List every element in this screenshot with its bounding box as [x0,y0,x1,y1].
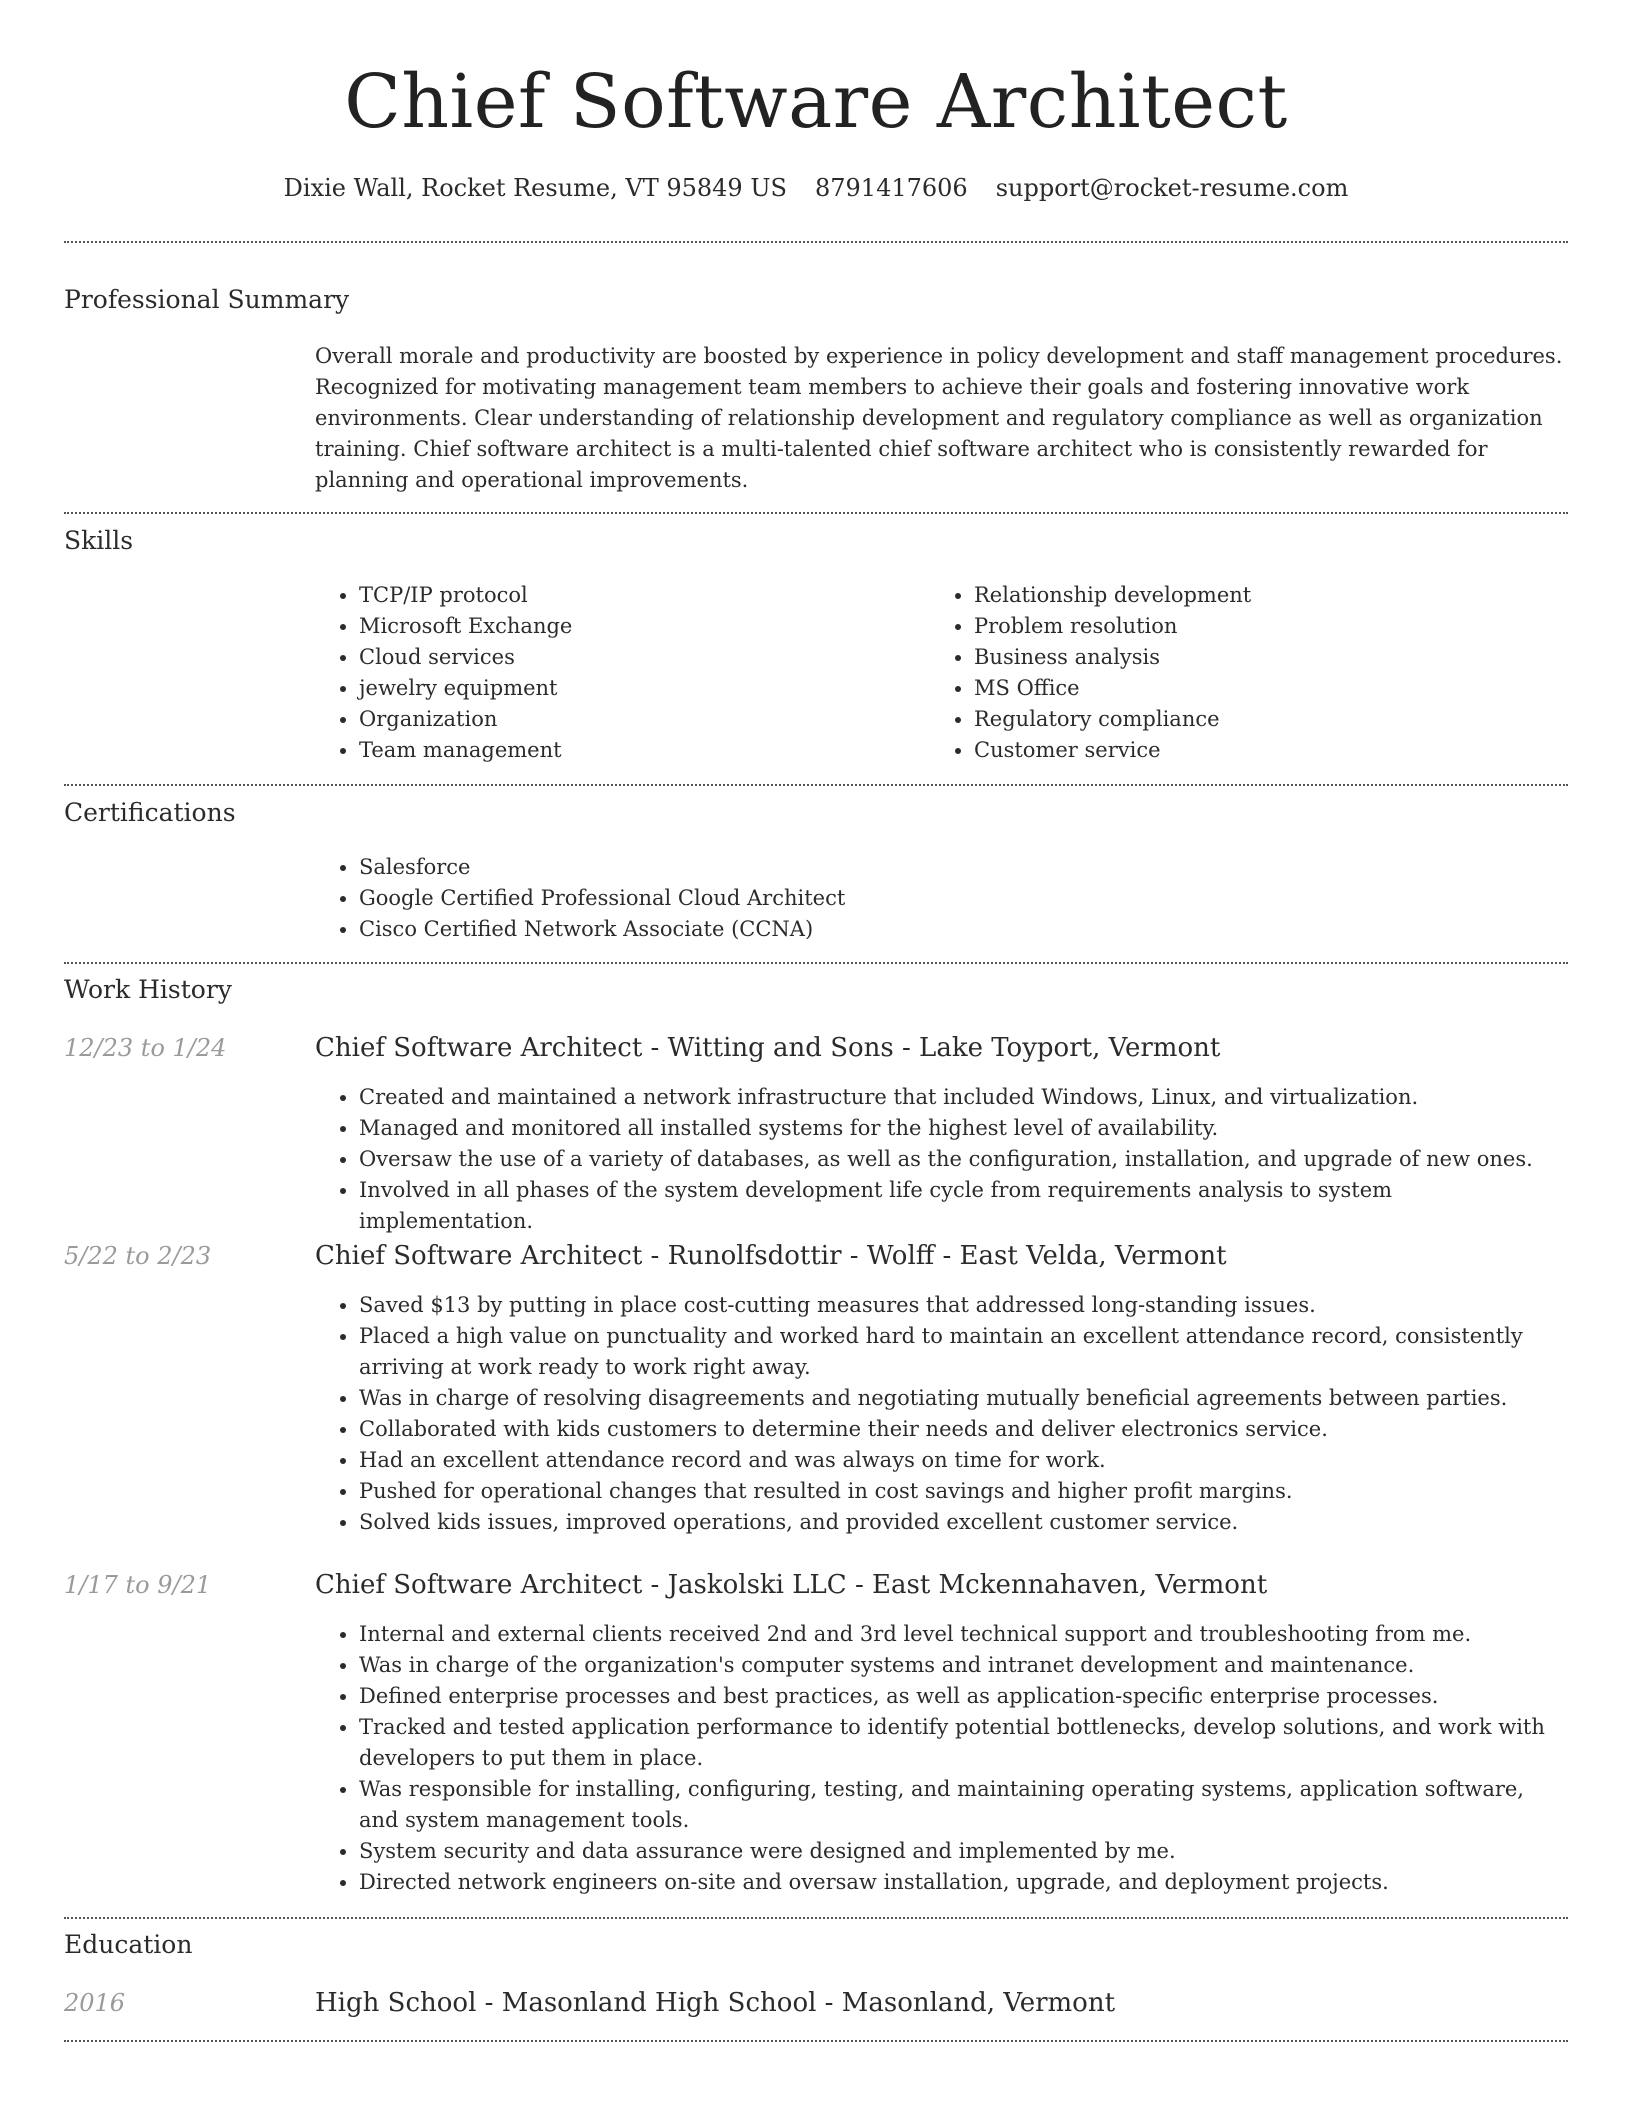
job-bullet: • Tracked and tested application performance to identify potential bottlenecks, develop solutions, and work with developers to put them in place. [359,1712,1568,1774]
job-bullet: • Created and maintained a network infrastructure that included Windows, Linux, and virtualization. [359,1082,1568,1113]
skills-list-left [315,580,930,766]
skill-item: • Relationship development [974,580,1545,611]
job-title: Chief Software Architect - Jaskolski LLC - East Mckennahaven, Vermont [315,1570,1268,1600]
skill-item: • jewelry equipment [359,673,930,704]
skills-list-right [930,580,1545,766]
divider [64,2040,1568,2042]
summary-block [315,341,1568,496]
certification-item: • Cisco Certified Network Associate (CCNA) [359,914,1568,945]
job-dates: 5/22 to 2/23 [64,1242,212,1270]
job-bullet: • Pushed for operational changes that resulted in cost savings and higher profit margins. [359,1476,1568,1507]
job-bullets [315,1082,1568,1237]
job-dates: 1/17 to 9/21 [64,1571,212,1599]
job-bullets [315,1290,1568,1538]
skills-block [315,580,1568,766]
job-bullet: • Internal and external clients received 2nd and 3rd level technical support and troubleshooting from me. [359,1619,1568,1650]
skill-item: • Problem resolution [974,611,1545,642]
job-bullets [315,1619,1568,1898]
job-bullet: • Was in charge of resolving disagreements and negotiating mutually beneficial agreements between parties. [359,1383,1568,1414]
skill-item: • Team management [359,735,930,766]
section-title-certifications: Certifications [64,798,236,827]
skill-item: • MS Office [974,673,1545,704]
certification-item: • Google Certified Professional Cloud Architect [359,883,1568,914]
contact-line [64,168,1568,208]
section-title-summary: Professional Summary [64,285,350,314]
job-bullet: • System security and data assurance were designed and implemented by me. [359,1836,1568,1867]
job-bullet: • Managed and monitored all installed systems for the highest level of availability. [359,1113,1568,1144]
job-bullet: • Was in charge of the organization's computer systems and intranet development and maintenance. [359,1650,1568,1681]
job-bullet: • Collaborated with kids customers to determine their needs and deliver electronics service. [359,1414,1568,1445]
job-bullet: • Placed a high value on punctuality and worked hard to maintain an excellent attendance record, consistently arriving at work ready to work right away. [359,1321,1568,1383]
divider [64,512,1568,514]
skill-item: • Customer service [974,735,1545,766]
job-duties [315,1082,1568,1237]
section-title-skills: Skills [64,526,134,555]
job-bullet: • Defined enterprise processes and best practices, as well as application-specific enterprise processes. [359,1681,1568,1712]
job-duties [315,1619,1568,1898]
skill-item: • Microsoft Exchange [359,611,930,642]
job-bullet: • Saved $13 by putting in place cost-cutting measures that addressed long-standing issues. [359,1290,1568,1321]
job-bullet: • Oversaw the use of a variety of databases, as well as the configuration, installation, and upgrade of new ones. [359,1144,1568,1175]
contact-phone: 8791417606 [815,174,968,202]
skill-item: • Organization [359,704,930,735]
contact-address: Dixie Wall, Rocket Resume, VT 95849 US [283,174,787,202]
summary-text: Overall morale and productivity are boosted by experience in policy development and staff management procedures. Recognized for motivating management team members to achieve their goals and fostering innovative work environments. Clear understanding of relationship development and regulatory compliance as well as organization training. Chief software architect is a multi-talented chief software architect who is consistently rewarded for planning and operational improvements. [315,344,1563,492]
job-duties [315,1290,1568,1538]
certification-item: • Salesforce [359,852,1568,883]
resume-title: Chief Software Architect [344,59,1288,145]
divider [64,962,1568,964]
divider [64,784,1568,786]
education-dates: 2016 [64,1989,126,2017]
job-title: Chief Software Architect - Runolfsdottir - Wolff - East Velda, Vermont [315,1241,1227,1271]
skill-item: • Regulatory compliance [974,704,1545,735]
certifications-block [315,852,1568,945]
job-bullet: • Directed network engineers on-site and oversaw installation, upgrade, and deployment projects. [359,1867,1568,1898]
divider [64,241,1568,243]
job-bullet: • Had an excellent attendance record and was always on time for work. [359,1445,1568,1476]
section-title-work-history: Work History [64,975,232,1004]
job-bullet: • Involved in all phases of the system development life cycle from requirements analysis to system implementation. [359,1175,1568,1237]
section-title-education: Education [64,1930,193,1959]
skill-item: • TCP/IP protocol [359,580,930,611]
education-title: High School - Masonland High School - Masonland, Vermont [315,1988,1116,2018]
skill-item: • Cloud services [359,642,930,673]
job-bullet: • Was responsible for installing, configuring, testing, and maintaining operating systems, application software, and system management tools. [359,1774,1568,1836]
divider [64,1917,1568,1919]
job-bullet: • Solved kids issues, improved operations, and provided excellent customer service. [359,1507,1568,1538]
contact-email: support@rocket-resume.com [995,174,1349,202]
job-title: Chief Software Architect - Witting and Sons - Lake Toyport, Vermont [315,1033,1221,1063]
job-dates: 12/23 to 1/24 [64,1034,227,1062]
certifications-list [315,852,1568,945]
skill-item: • Business analysis [974,642,1545,673]
